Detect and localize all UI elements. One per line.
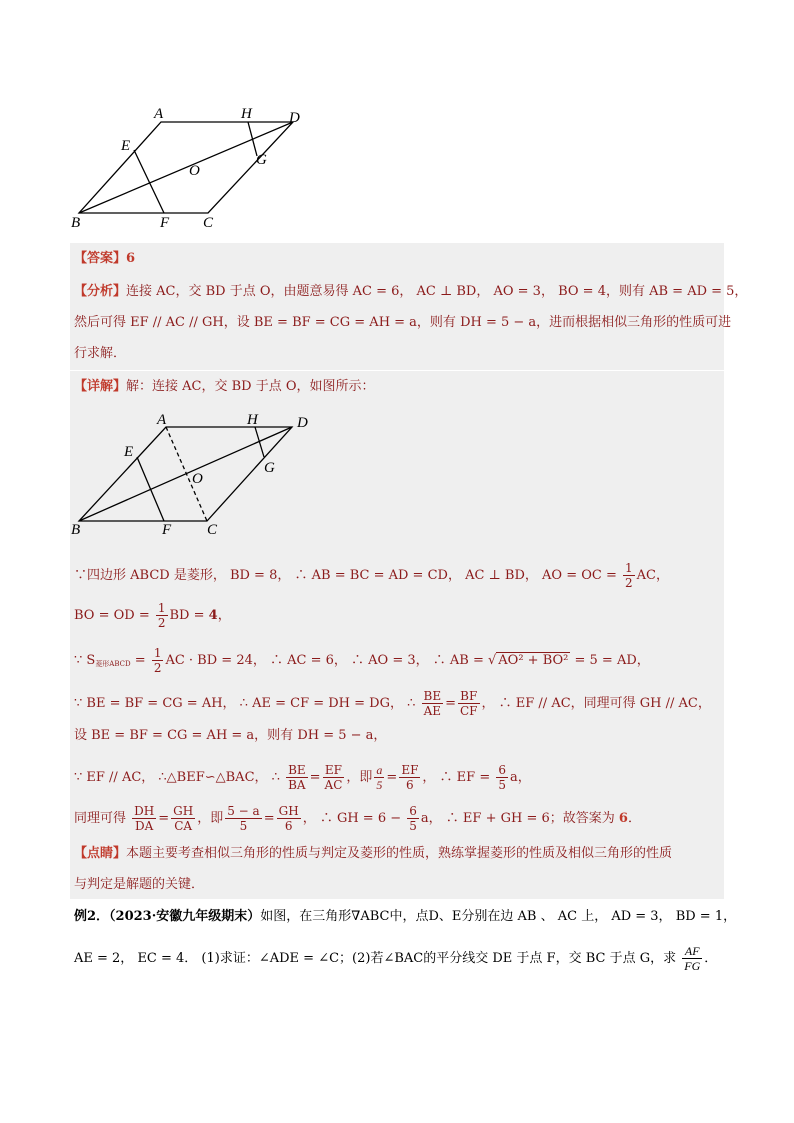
fig1-label-f: F xyxy=(160,215,170,230)
detail-tag: 【详解】 xyxy=(74,379,127,394)
fig1-label-e: E xyxy=(121,138,131,154)
detail-step-5: 设 BE = BF = CG = AH = a，则有 DH = 5 − a， xyxy=(74,728,387,743)
analysis-tag: 【分析】 xyxy=(74,284,127,299)
fig2-label-d: D xyxy=(297,415,308,431)
step6-text-c: ， ∴ EF = xyxy=(422,770,491,785)
detail-step-3: ∵ $S_{菱形ABCD}$ = $\frac{1}{2}$ AC · BD = 24， ∴ AC = 6， ∴ AO = 3， ∴ AB = √ AO² + BO² = 5 = AD， xyxy=(74,646,650,675)
step7-eq: = xyxy=(158,811,170,826)
step6-eq: = xyxy=(309,770,321,785)
step3-text-a: ∵ S xyxy=(74,653,96,668)
step4-text-a: ∵ BE = BF = CG = AH， ∴ AE = CF = DH = DG， ∴ xyxy=(74,696,416,711)
example2-text-2: AE = 2， EC = 4． (1)求证：∠ADE = ∠C；(2)若∠BAC的平分线交 DE 于点 F，交 BC 于点 G，求 xyxy=(74,951,677,966)
fig2-label-a: A xyxy=(157,412,167,428)
comment-line-1 xyxy=(74,845,672,863)
fig1-label-a: A xyxy=(154,106,164,122)
fig1-label-d: D xyxy=(289,110,300,126)
detail-step-6 xyxy=(74,763,531,792)
step6-fraction-5: $\frac{6}{5}$ xyxy=(498,763,507,792)
fig1-label-c: C xyxy=(203,215,214,230)
detail-step-2 xyxy=(74,601,231,630)
analysis-line-3: 行求解． xyxy=(74,346,127,361)
comment-tag: 【点睛】 xyxy=(74,846,127,861)
step1-end: AC， xyxy=(636,568,669,583)
step6-text-d: a， xyxy=(510,770,531,785)
step3-fraction: $\frac{1}{2}$ xyxy=(153,646,162,675)
step3-sqrt: AO² + BO² xyxy=(498,653,569,668)
answer-tag: 【答案】 xyxy=(74,251,127,266)
step6-fraction-1: $\frac{BE}{BA}$ xyxy=(288,763,306,792)
step7-end: ． xyxy=(627,811,641,826)
answer-line xyxy=(74,250,135,268)
fig2-label-o: O xyxy=(192,471,203,487)
step7-fraction-3: $\frac{5 - a}{5}$ xyxy=(227,804,260,833)
fig1-label-o: O xyxy=(189,163,200,179)
step7-eq2: = xyxy=(263,811,275,826)
step6-text-a: ∵ EF // AC， ∴△BEF∽△BAC， ∴ xyxy=(74,770,280,785)
step6-text-b: ，即 xyxy=(346,770,373,785)
comment-line-2: 与判定是解题的关键． xyxy=(74,877,205,892)
step7-fraction-2: $\frac{GH}{CA}$ xyxy=(173,804,194,833)
step1-fraction: $\frac{1}{2}$ xyxy=(625,561,633,590)
example2-line-1 xyxy=(74,908,736,926)
fig1-label-h: H xyxy=(241,106,252,122)
step2-text-c: ， xyxy=(217,608,231,623)
example2-source: （2023·安徽九年级期末） xyxy=(109,909,261,924)
analysis-line-1 xyxy=(74,283,747,301)
example2-fraction: $\frac{AF}{FG}$ xyxy=(684,944,701,973)
step7-fraction-1: $\frac{DH}{DA}$ xyxy=(134,804,155,833)
step6-fraction-4: $\frac{EF}{6}$ xyxy=(401,763,419,792)
fig2-label-b: B xyxy=(71,522,81,538)
step3-subscript: 菱形ABCD xyxy=(95,660,131,668)
fig1-label-b: B xyxy=(71,215,81,230)
example2-text-1: 如图，在三角形∇ABC中，点D、E分别在边 AB 、 AC 上， AD = 3， BD = 1， xyxy=(260,909,737,924)
step2-text-b: BD = xyxy=(169,608,205,623)
step7-fraction-4: $\frac{GH}{6}$ xyxy=(278,804,299,833)
detail-step-4 xyxy=(74,689,711,718)
fig1-label-g: G xyxy=(256,152,267,168)
analysis-text-1: 连接 AC，交 BD 于点 O，由题意易得 AC = 6， AC ⊥ BD， AO = 3， BO = 4，则有 AB = AD = 5， xyxy=(126,284,748,299)
step2-text-a: BO = OD = xyxy=(74,608,150,623)
step7-text-d: a， ∴ EF + GH = 6；故答案为 xyxy=(420,811,615,826)
rhombus-figure-1 xyxy=(68,100,308,230)
step2-fraction: $\frac{1}{2}$ xyxy=(157,601,166,630)
step2-value: 4 xyxy=(208,608,218,623)
step4-fraction-2: $\frac{BF}{CF}$ xyxy=(460,689,478,718)
step7-fraction-5: $\frac{6}{5}$ xyxy=(409,804,417,833)
answer-value: 6 xyxy=(126,251,136,266)
step4-text-b: ， ∴ EF // AC，同理可得 GH // AC， xyxy=(481,696,711,711)
step7-text-c: ， ∴ GH = 6 − xyxy=(302,811,402,826)
detail-step-1 xyxy=(74,561,669,590)
step6-fraction-3: $\frac{a}{5}$ xyxy=(376,763,383,792)
detail-intro xyxy=(74,378,375,396)
example2-line-2 xyxy=(74,944,717,973)
rhombus-figure-2 xyxy=(68,410,318,540)
detail-step-7 xyxy=(74,804,641,833)
fig2-label-f: F xyxy=(162,522,172,538)
step7-value: 6 xyxy=(618,811,628,826)
step6-eq2: = xyxy=(386,770,398,785)
detail-intro-text: 解：连接 AC，交 BD 于点 O，如图所示： xyxy=(126,379,375,394)
solution-panel xyxy=(70,243,724,370)
analysis-line-2: 然后可得 EF // AC // GH，设 BE = BF = CG = AH = a，则有 DH = 5 − a，进而根据相似三角形的性质可进 xyxy=(74,315,732,330)
fig2-label-g: G xyxy=(264,460,275,476)
step4-fraction-1: $\frac{BE}{AE}$ xyxy=(423,689,442,718)
step7-text-a: 同理可得 xyxy=(74,811,127,826)
fig2-label-h: H xyxy=(247,412,258,428)
step6-fraction-2: $\frac{EF}{AC}$ xyxy=(324,763,343,792)
step3-text-c: AC · BD = 24， ∴ AC = 6， ∴ AO = 3， ∴ AB = xyxy=(165,653,484,668)
step4-eq: = xyxy=(445,696,456,711)
fig2-label-c: C xyxy=(207,522,218,538)
step1-text: ∵四边形 ABCD 是菱形， BD = 8， ∴ AB = BC = AD = CD， AC ⊥ BD， AO = OC = xyxy=(74,568,617,583)
step3-text-d: = 5 = AD， xyxy=(574,653,650,668)
example2-end: ． xyxy=(704,951,718,966)
step3-eq: = xyxy=(134,653,146,668)
step7-text-b: ，即 xyxy=(197,811,224,826)
fig2-label-e: E xyxy=(124,444,134,460)
example2-label: 例2． xyxy=(74,909,110,924)
comment-text-1: 本题主要考查相似三角形的性质与判定及菱形的性质，熟练掌握菱形的性质及相似三角形的性质 xyxy=(126,846,673,861)
